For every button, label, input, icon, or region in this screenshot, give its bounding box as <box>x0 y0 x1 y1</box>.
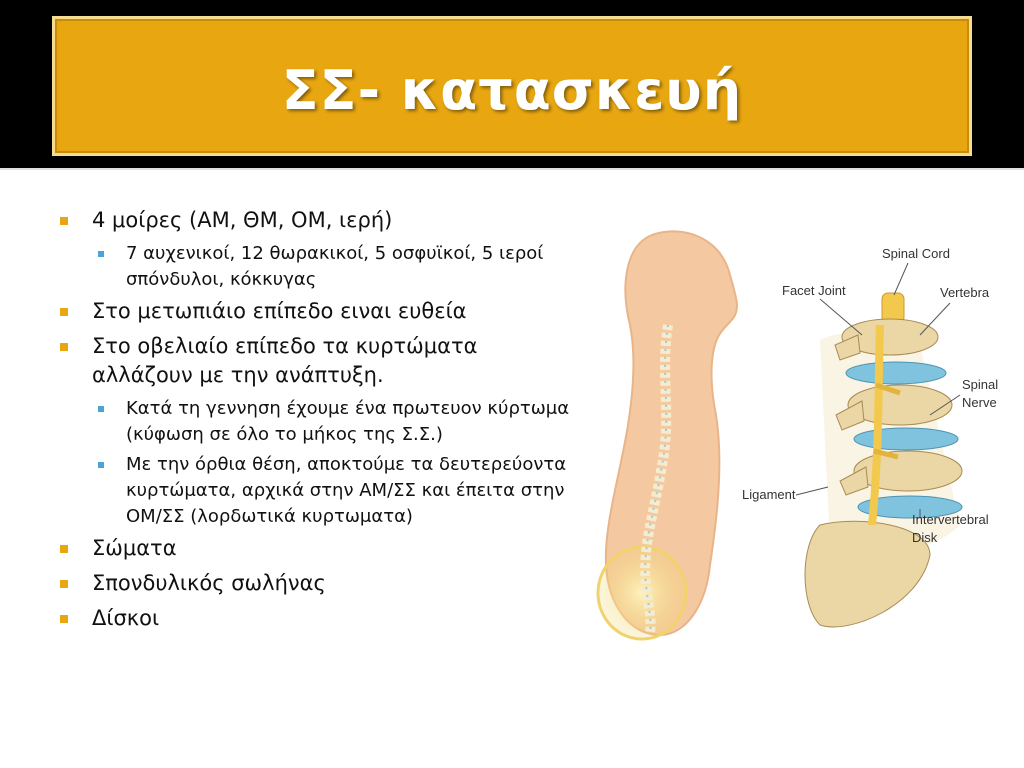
sub-bullet-item: 7 αυχενικοί, 12 θωρακικοί, 5 οσφυϊκοί, 5 ιεροί σπόνδυλοι, κόκκυγας <box>58 241 578 293</box>
sub-bullet-item: Κατά τη γεννηση έχουμε ένα πρωτευον κύρτωμα (κύφωση σε όλο το μήκος της Σ.Σ.) <box>58 396 578 448</box>
label-spinal-nerve-2: Nerve <box>962 395 997 410</box>
title-box <box>52 16 972 156</box>
sub-bullet-item: Με την όρθια θέση, αποκτούμε τα δευτερεύοντα κυρτώματα, αρχικά στην ΑΜ/ΣΣ και έπειτα στην ΟΜ/ΣΣ (λορδωτικά κυρτωματα) <box>58 452 578 530</box>
bullet-item: Δίσκοι <box>58 604 578 633</box>
label-intervertebral-disk: Intervertebral <box>912 512 989 527</box>
label-vertebra: Vertebra <box>940 285 990 300</box>
bullet-item: Στο μετωπιάιο επίπεδο ειναι ευθεία <box>58 297 578 326</box>
bullet-list <box>58 206 578 639</box>
label-intervertebral-disk-2: Disk <box>912 530 938 545</box>
spine-illustration <box>590 225 1000 645</box>
header-divider <box>0 168 1024 170</box>
label-spinal-nerve: Spinal <box>962 377 999 392</box>
bullet-item: Στο οβελιαίο επίπεδο τα κυρτώματα αλλάζουν με την ανάπτυξη. <box>58 332 578 390</box>
label-spinal-cord: Spinal Cord <box>882 246 950 261</box>
label-ligament: Ligament <box>742 487 796 502</box>
bullet-item: Σπονδυλικός σωλήνας <box>58 569 578 598</box>
lumbar-vertebrae-detail <box>805 293 962 627</box>
lumbar-highlight <box>598 547 686 639</box>
bullet-item: Σώματα <box>58 534 578 563</box>
label-facet-joint: Facet Joint <box>782 283 846 298</box>
slide-title: ΣΣ- κατασκευή <box>281 59 743 122</box>
bullet-item: 4 μοίρες (ΑΜ, ΘΜ, ΟΜ, ιερή) <box>58 206 578 235</box>
